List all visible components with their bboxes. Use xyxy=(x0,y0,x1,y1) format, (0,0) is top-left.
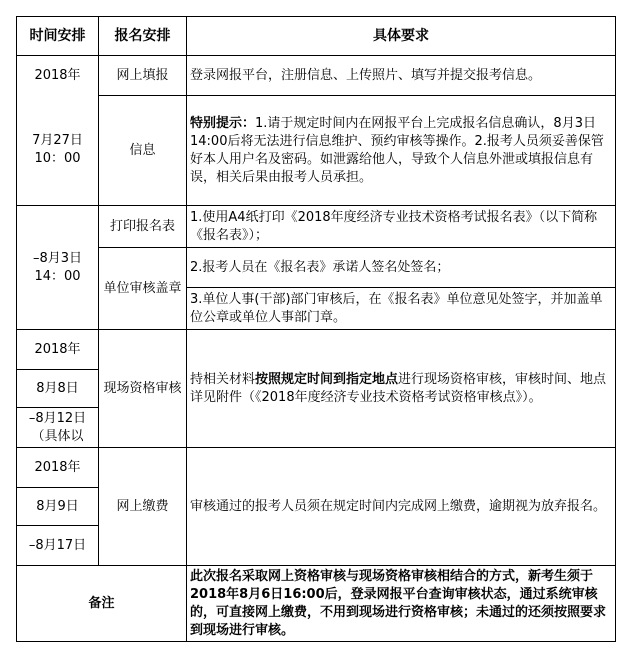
time-cell: 2018年 xyxy=(17,448,99,488)
time-cell: –8月17日 xyxy=(17,526,99,566)
time-line: –8月3日 xyxy=(32,250,83,266)
detail-cell: 3.单位人事(干部)部门审核后，在《报名表》单位意见处签字，并加盖单位公章或单位人事部门章。 xyxy=(187,288,616,330)
signup-cell: 打印报名表 xyxy=(99,206,187,248)
signup-cell: 网上缴费 xyxy=(99,448,187,566)
note-detail: 此次报名采取网上资格审核与现场资格审核相结合的方式，新考生须于2018年8月6日16:00后，登录网报平台查询审核状态，通过系统审核的，可直接网上缴费，不用到现场进行资格审核；未通过的还须按照要求到现场进行审核。 xyxy=(187,566,616,642)
table-row xyxy=(17,248,616,288)
signup-cell: 现场资格审核 xyxy=(99,330,187,448)
signup-cell: 信息 xyxy=(99,96,187,206)
time-cell: 2018年 xyxy=(17,330,99,370)
detail-cell xyxy=(187,96,616,206)
note-label: 备注 xyxy=(17,566,187,642)
time-cell xyxy=(17,96,99,206)
signup-cell: 网上填报 xyxy=(99,56,187,96)
header-signup: 报名安排 xyxy=(99,17,187,56)
schedule-table xyxy=(16,16,616,642)
detail-cell: 2.报考人员在《报名表》承诺人签名处签名； xyxy=(187,248,616,288)
detail-bold: 特别提示： xyxy=(190,115,256,131)
detail-cell: 审核通过的报考人员须在规定时间内完成网上缴费，逾期视为放弃报名。 xyxy=(187,448,616,566)
table-row xyxy=(17,566,616,642)
detail-cell: 1.使用A4纸打印《2018年度经济专业技术资格考试报名表》（以下简称《报名表》）； xyxy=(187,206,616,248)
time-cell: 8月8日 xyxy=(17,370,99,408)
header-detail: 具体要求 xyxy=(187,17,616,56)
time-cell: 8月9日 xyxy=(17,488,99,526)
detail-cell xyxy=(187,330,616,448)
detail-text: 2.报考人员须妥善保管好本人用户名及密码。如泄露给他人，导致个人信息外泄或填报信息有误，相关后果由报考人员承担。 xyxy=(190,133,604,185)
table-row xyxy=(17,96,616,206)
header-row xyxy=(17,17,616,56)
time-cell: 2018年 xyxy=(17,56,99,96)
header-time: 时间安排 xyxy=(17,17,99,56)
time-line: 10：00 xyxy=(34,151,81,167)
detail-cell: 登录网报平台，注册信息、上传照片、填写并提交报考信息。 xyxy=(187,56,616,96)
time-cell: –8月12日（具体以 xyxy=(17,408,99,448)
detail-text: 持相关材料 xyxy=(190,371,256,387)
time-line: 7月27日 xyxy=(32,133,83,149)
table-row xyxy=(17,56,616,96)
signup-cell: 单位审核盖章 xyxy=(99,248,187,330)
table-row xyxy=(17,330,616,370)
detail-bold: 按照规定时间到指定地点 xyxy=(255,371,399,387)
table-row xyxy=(17,448,616,488)
time-line: 14：00 xyxy=(34,268,81,284)
time-cell xyxy=(17,206,99,330)
table-row xyxy=(17,206,616,248)
detail-text: 1.请于规定时间内在网报平台上完成报名信息确认，8月3日14:00后将无法进行信息维护、预约审核等操作。 xyxy=(190,115,596,149)
detail-text: 进行现场资格审核，审核时间、地点详见附件（《2018年度经济专业技术资格考试资格审核点》）。 xyxy=(190,371,607,405)
